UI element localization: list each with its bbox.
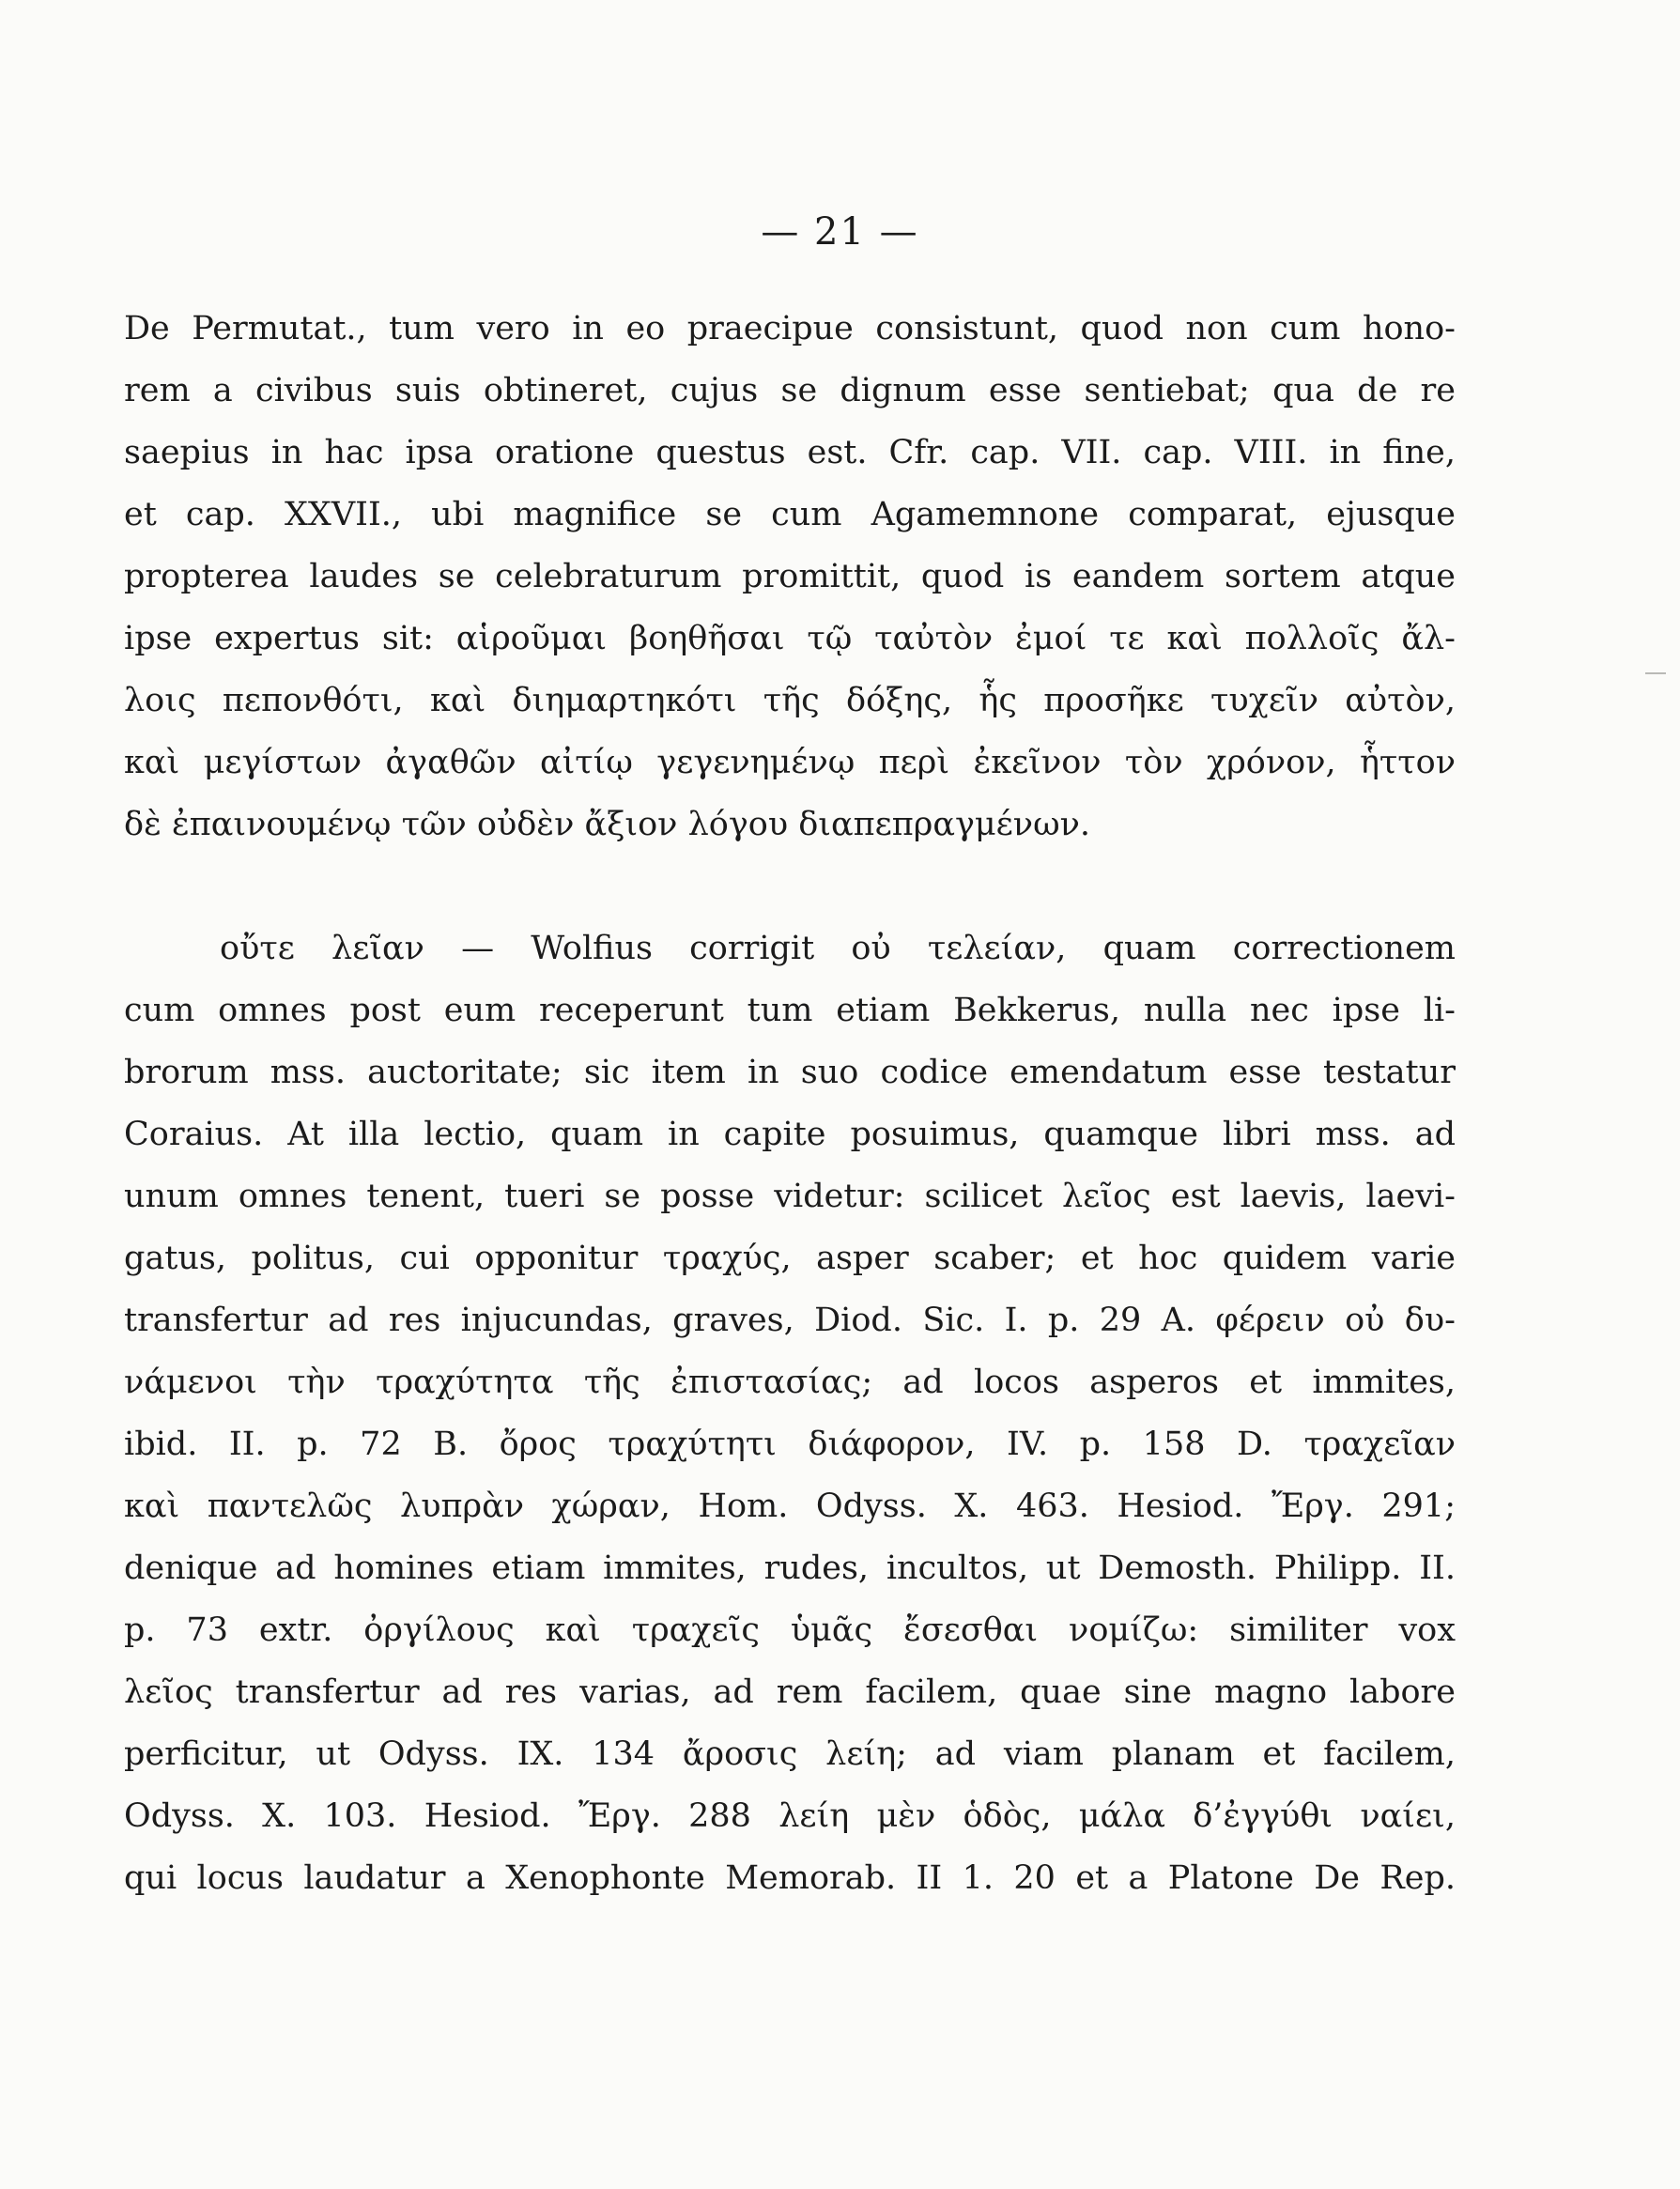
text-line: transfertur ad res injucundas, graves, Diod. Sic. I. p. 29 A. φέρειν οὐ δυ-	[124, 1302, 1456, 1339]
text-line: De Permutat., tum vero in eo praecipue consistunt, quod non cum hono-	[124, 310, 1456, 347]
text-line: ipse expertus sit: αἱροῦμαι βοηθῆσαι τῷ ταὐτὸν ἐμοί τε καὶ πολλοῖς ἄλ-	[124, 620, 1456, 657]
text-line: ibid. II. p. 72 B. ὄρος τραχύτητι διάφορον, IV. p. 158 D. τραχεῖαν	[124, 1426, 1456, 1463]
text-line: λοις πεπονθότι, καὶ διημαρτηκότι τῆς δόξης, ἧς προσῆκε τυχεῖν αὐτὸν,	[124, 682, 1456, 719]
text-line: p. 73 extr. ὀργίλους καὶ τραχεῖς ὑμᾶς ἔσεσθαι νομίζω: similiter vox	[124, 1611, 1456, 1649]
text-line: unum omnes tenent, tueri se posse videtur: scilicet λεῖος est laevis, laevi-	[124, 1178, 1456, 1215]
text-line: νάμενοι τὴν τραχύτητα τῆς ἐπιστασίας; ad locos asperos et immites,	[124, 1364, 1456, 1401]
text-line: cum omnes post eum receperunt tum etiam Bekkerus, nulla nec ipse li-	[124, 992, 1456, 1029]
text-line: δὲ ἐπαινουμένῳ τῶν οὐδὲν ἄξιον λόγου διαπεπραγμένων.	[124, 806, 1091, 843]
page-number: — 21 —	[761, 210, 919, 254]
text-line: brorum mss. auctoritate; sic item in suo codice emendatum esse testatur	[124, 1054, 1456, 1091]
text-line: propterea laudes se celebraturum promittit, quod is eandem sortem atque	[124, 558, 1456, 595]
text-line: et cap. XXVII., ubi magnifice se cum Agamemnone comparat, ejusque	[124, 496, 1456, 533]
text-line: λεῖος transfertur ad res varias, ad rem facilem, quae sine magno labore	[124, 1673, 1456, 1711]
text-line: perficitur, ut Odyss. IX. 134 ἄροσις λείη; ad viam planam et facilem,	[124, 1735, 1456, 1773]
text-line: gatus, politus, cui opponitur τραχύς, asper scaber; et hoc quidem varie	[124, 1240, 1456, 1277]
text-line: saepius in hac ipsa oratione questus est. Cfr. cap. VII. cap. VIII. in fine,	[124, 434, 1456, 471]
margin-mark	[1645, 672, 1666, 674]
text-line: καὶ παντελῶς λυπρὰν χώραν, Hom. Odyss. X. 463. Hesiod. Ἔργ. 291;	[124, 1488, 1456, 1525]
text-line: denique ad homines etiam immites, rudes, incultos, ut Demosth. Philipp. II.	[124, 1549, 1456, 1587]
text-line: οὔτε λεῖαν — Wolfius corrigit οὐ τελείαν, quam correctionem	[220, 930, 1456, 967]
text-line: rem a civibus suis obtineret, cujus se dignum esse sentiebat; qua de re	[124, 372, 1456, 409]
text-line: καὶ μεγίστων ἀγαθῶν αἰτίῳ γεγενημένῳ περὶ ἐκεῖνον τὸν χρόνον, ἧττον	[124, 744, 1456, 781]
text-line: qui locus laudatur a Xenophonte Memorab. II 1. 20 et a Platone De Rep.	[124, 1859, 1456, 1897]
text-line: Odyss. X. 103. Hesiod. Ἔργ. 288 λείη μὲν ὁδὸς, μάλα δ’ἐγγύθι ναίει,	[124, 1797, 1456, 1835]
text-line: Coraius. At illa lectio, quam in capite posuimus, quamque libri mss. ad	[124, 1116, 1456, 1153]
